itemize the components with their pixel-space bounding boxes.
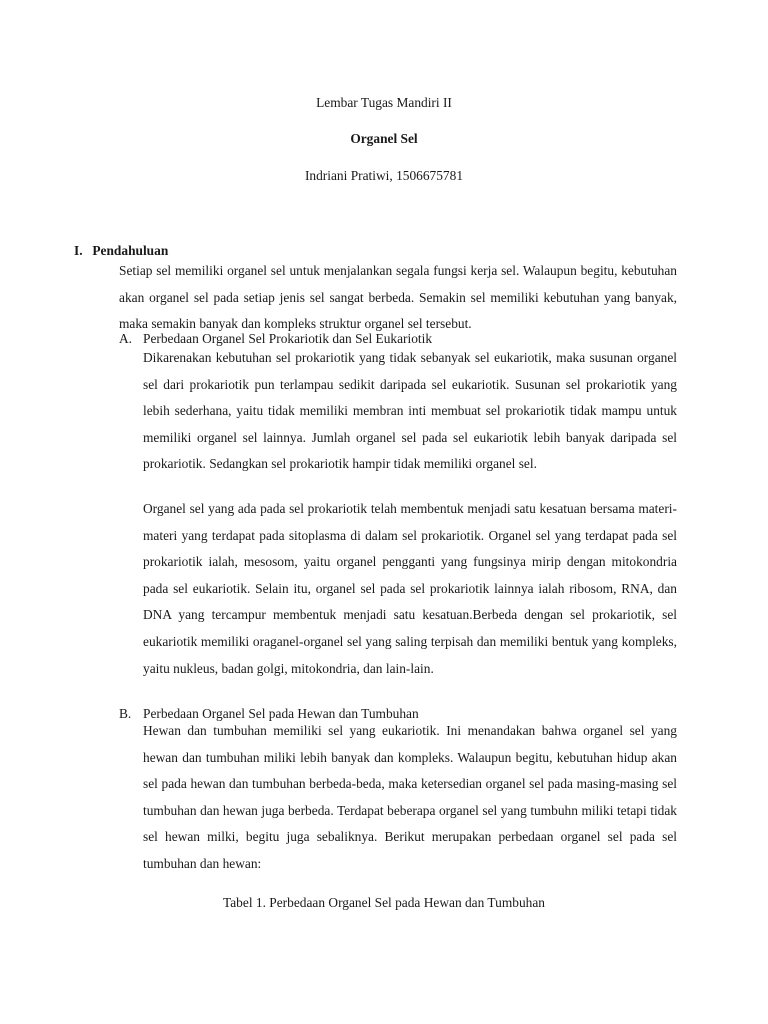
- subsection-b-paragraph-1: Hewan dan tumbuhan memiliki sel yang eukariotik. Ini menandakan bahwa organel sel yang hewan dan tumbuhan miliki lebih banyak dan kompleks. Walaupun begitu, kebutuhan hidup akan sel pada hewan dan tumbuhan berbeda-beda, maka ketersedian organel sel pada masing-masing sel tumbuhan dan hewan juga berbeda. Terdapat beberapa organel sel yang tumbuhn miliki tetapi tidak sel hewan milki, begitu juga sebaliknya. Berikut merupakan perbedaan organel sel pada sel tumbuhan dan hewan:: [143, 723, 677, 871]
- section-title: Pendahuluan: [92, 243, 169, 258]
- subsection-a-paragraph-1: Dikarenakan kebutuhan sel prokariotik yang tidak sebanyak sel eukariotik, maka susunan organel sel dari prokariotik pun terlampau sedikit daripada sel eukariotik. Susunan sel prokariotik yang lebih sederhana, yaitu tidak memiliki membran inti membuat sel prokariotik tidak mampu untuk memiliki organel sel lainnya. Jumlah organel sel pada sel eukariotik lebih banyak daripada sel prokariotik. Sedangkan sel prokariotik hampir tidak memiliki organel sel.: [143, 350, 677, 472]
- document-subtitle: Organel Sel: [350, 131, 418, 146]
- subsection-a-title: Perbedaan Organel Sel Prokariotik dan Sel Eukariotik: [143, 331, 433, 346]
- table-caption: Tabel 1. Perbedaan Organel Sel pada Hewan dan Tumbuhan: [223, 895, 545, 910]
- subsection-b-letter: B.: [119, 706, 132, 721]
- subsection-b-title: Perbedaan Organel Sel pada Hewan dan Tumbuhan: [143, 706, 419, 721]
- intro-paragraph: Setiap sel memiliki organel sel untuk menjalankan segala fungsi kerja sel. Walaupun begitu, kebutuhan akan organel sel pada setiap jenis sel sangat berbeda. Semakin sel memiliki kebutuhan yang banyak, maka semakin banyak dan kompleks struktur organel sel tersebut.: [119, 263, 677, 332]
- author-line: Indriani Pratiwi, 1506675781: [304, 168, 464, 183]
- section-number: I.: [74, 243, 83, 258]
- document-title: Lembar Tugas Mandiri II: [316, 95, 452, 110]
- subsection-a-letter: A.: [119, 331, 133, 346]
- subsection-a-paragraph-2: Organel sel yang ada pada sel prokariotik telah membentuk menjadi satu kesatuan bersama materi-materi yang terdapat pada sitoplasma di dalam sel prokariotik. Organel sel yang terdapat pada sel prokariotik ialah, mesosom, yaitu organel pengganti yang fungsinya mirip dengan mitokondria pada sel eukariotik. Selain itu, organel sel pada sel prokariotik lainnya ialah ribosom, RNA, dan DNA yang tercampur membentuk menjadi satu kesatuan.Berbeda dengan sel prokariotik, sel eukariotik memiliki oraganel-organel sel yang saling terpisah dan memiliki bentuk yang kompleks, yaitu nukleus, badan golgi, mitokondria, dan lain-lain.: [143, 501, 677, 676]
